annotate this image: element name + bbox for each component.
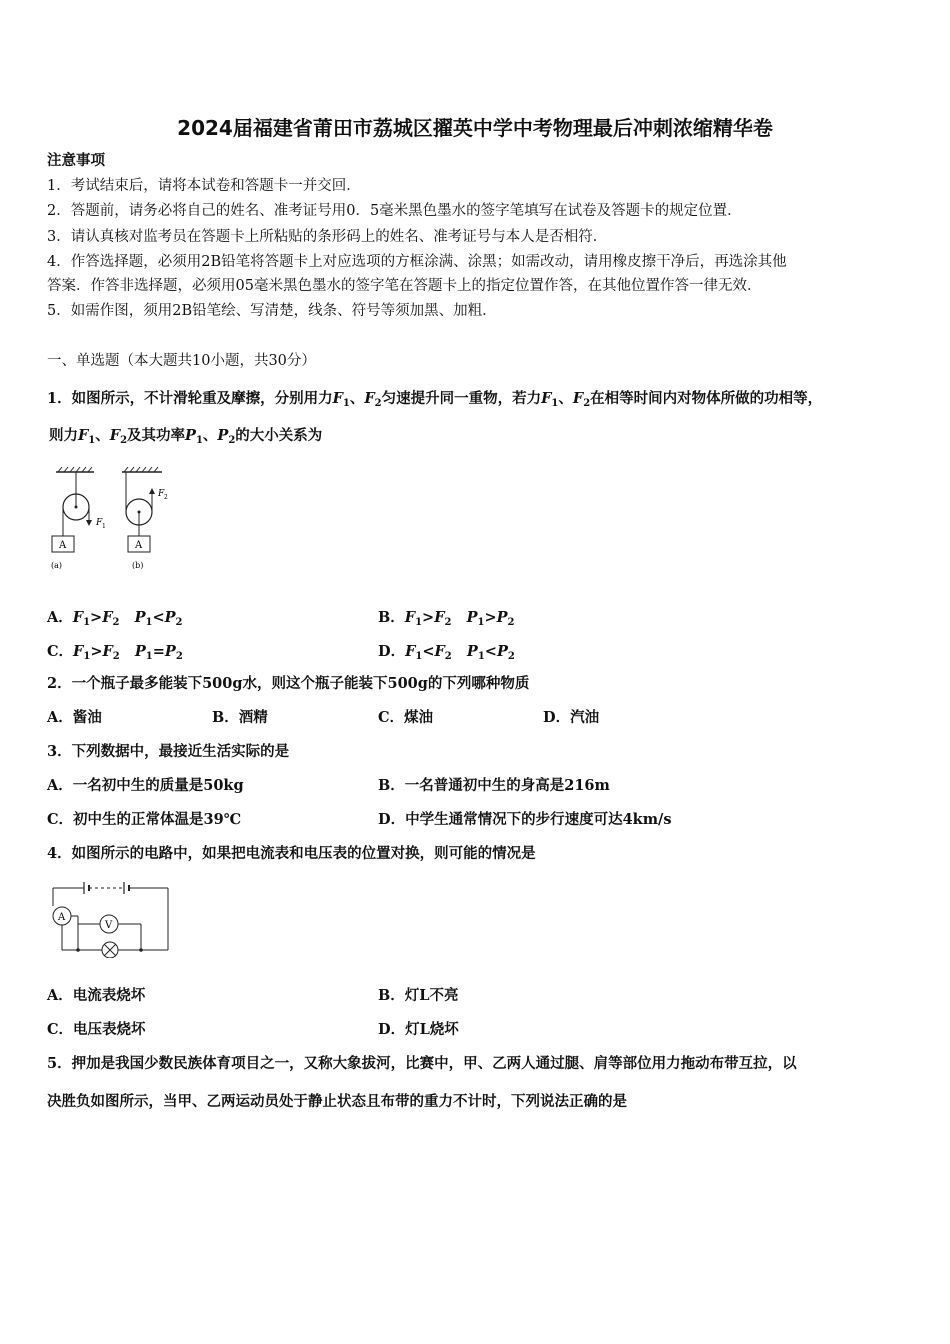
voltmeter-label: V xyxy=(105,920,113,931)
figure-label-b: (b) xyxy=(132,561,144,570)
q5-stem-line1: 5．押加是我国少数民族体育项目之一，又称大象拔河，比赛中，甲、乙两人通过腿、肩等部位用力拖动布带互拉，以 xyxy=(47,1055,797,1072)
notice-item: 答案．作答非选择题，必须用05毫米黑色墨水的签字笔在答题卡上的指定位置作答，在其他位置作答一律无效． xyxy=(47,278,762,294)
q2-option-c[interactable]: C．煤油 xyxy=(378,709,434,726)
q1-option-a[interactable]: A．$F_1>F_2$ $P_1<P_2$ xyxy=(47,609,183,628)
q4-stem: 4．如图所示的电路中，如果把电流表和电压表的位置对换，则可能的情况是 xyxy=(47,845,536,862)
block-label: A xyxy=(135,540,143,551)
force-subscript: 2 xyxy=(164,494,168,501)
q3-option-d[interactable]: D．中学生通常情况下的步行速度可达4km/s xyxy=(378,811,672,828)
q1-option-c[interactable]: C．$F_1>F_2$ $P_1=P_2$ xyxy=(47,643,183,662)
notice-heading: 注意事项 xyxy=(47,152,105,169)
q4-option-a[interactable]: A．电流表烧坏 xyxy=(47,987,146,1004)
notice-item: 1．考试结束后，请将本试卷和答题卡一并交回． xyxy=(47,178,361,194)
q3-option-b[interactable]: B．一名普通初中生的身高是216m xyxy=(378,777,610,794)
force-subscript: 1 xyxy=(102,523,106,530)
ammeter-label: A xyxy=(58,912,66,923)
figure-label-a: (a) xyxy=(51,561,63,570)
block-label: A xyxy=(59,540,67,551)
q2-option-a[interactable]: A．酱油 xyxy=(47,709,102,726)
q1-stem-line1: 1．如图所示，不计滑轮重及摩擦，分别用力$F_1$、$F_2$匀速提升同一重物，若力$F_1$、$F_2$在相等时间内对物体所做的功相等， xyxy=(47,390,823,409)
q3-option-c[interactable]: C．初中生的正常体温是39℃ xyxy=(47,811,242,828)
q2-option-d[interactable]: D．汽油 xyxy=(543,709,600,726)
section-heading: 一、单选题（本大题共10小题，共30分） xyxy=(47,353,316,369)
q3-option-a[interactable]: A．一名初中生的质量是50kg xyxy=(47,777,244,794)
circuit-figure xyxy=(46,876,176,958)
q5-stem-line2: 决胜负如图所示，当甲、乙两运动员处于静止状态且布带的重力不计时，下列说法正确的是 xyxy=(47,1093,627,1110)
force-label: F xyxy=(158,489,165,499)
q1-option-b[interactable]: B．$F_1>F_2$ $P_1>P_2$ xyxy=(378,609,515,628)
q4-option-b[interactable]: B．灯L不亮 xyxy=(378,987,459,1004)
q4-option-d[interactable]: D．灯L烧坏 xyxy=(378,1021,459,1038)
pulley-figure xyxy=(46,462,186,577)
q3-stem: 3．下列数据中，最接近生活实际的是 xyxy=(47,743,290,760)
q1-option-d[interactable]: D．$F_1<F_2$ $P_1<P_2$ xyxy=(378,643,515,662)
page-title: 2024届福建省莆田市荔城区擢英中学中考物理最后冲刺浓缩精华卷 xyxy=(177,116,773,140)
notice-item: 2．答题前，请务必将自己的姓名、准考证号用0．5毫米黑色墨水的签字笔填写在试卷及答题卡的规定位置． xyxy=(47,203,742,219)
notice-item: 5．如需作图，须用2B铅笔绘、写清楚，线条、符号等须加黑、加粗． xyxy=(47,303,497,319)
q2-option-b[interactable]: B．酒精 xyxy=(212,709,268,726)
q4-option-c[interactable]: C．电压表烧坏 xyxy=(47,1021,146,1038)
q2-stem: 2．一个瓶子最多能装下500g水，则这个瓶子能装下500g的下列哪种物质 xyxy=(47,675,530,692)
force-label: F xyxy=(96,518,103,528)
notice-item: 4．作答选择题，必须用2B铅笔将答题卡上对应选项的方框涂满、涂黑；如需改动，请用橡皮擦干净后，再选涂其他 xyxy=(47,254,787,270)
notice-item: 3．请认真核对监考员在答题卡上所粘贴的条形码上的姓名、准考证号与本人是否相符． xyxy=(47,229,608,245)
q1-stem-line2: 则力$F_1$、$F_2$及其功率$P_1$、$P_2$的大小关系为 xyxy=(49,427,323,446)
